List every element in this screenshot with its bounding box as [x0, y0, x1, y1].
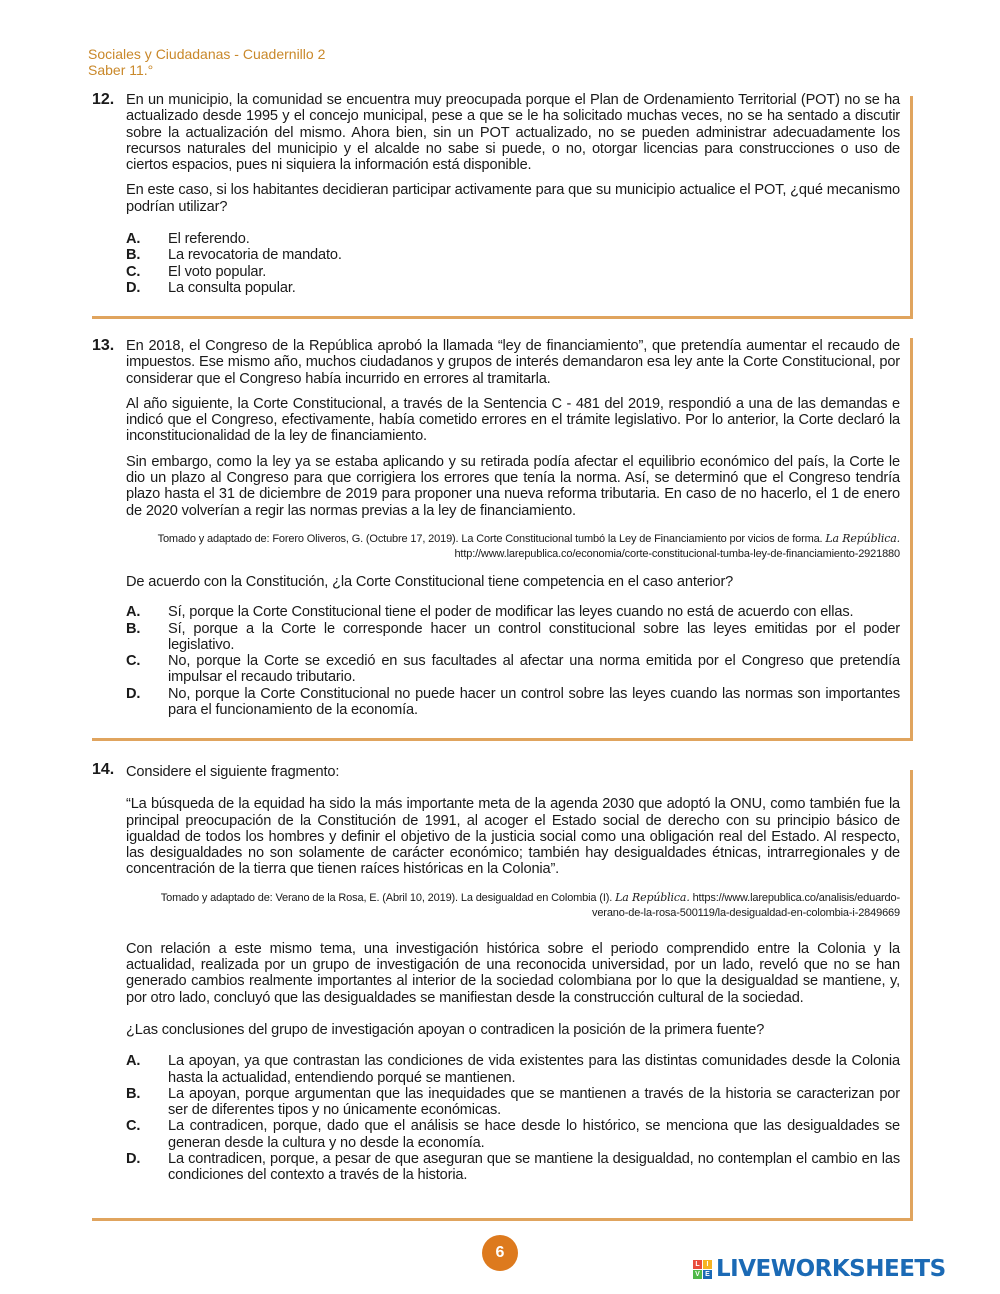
question-prompt: ¿Las conclusiones del grupo de investigación apoyan o contradicen la posición de la primera fuente? [126, 1021, 765, 1038]
logo-tile: L [693, 1260, 702, 1269]
option-text: No, porque la Corte se excedió en sus facultades al afectar una norma emitida por el Congreso que pretendía impulsar el recaudo tributario. [168, 653, 900, 686]
options-list [126, 604, 900, 718]
option-d[interactable] [126, 686, 900, 719]
option-letter: C. [126, 1118, 141, 1135]
option-text: La revocatoria de mandato. [168, 247, 342, 264]
option-text: La consulta popular. [168, 279, 296, 296]
logo-mark-icon [693, 1260, 712, 1279]
logo-tile: V [693, 1270, 702, 1279]
option-letter: C. [126, 653, 141, 670]
option-text: Sí, porque a la Corte le corresponde hacer un control constitucional sobre las leyes emitidas por el poder legislativo. [168, 620, 900, 653]
source-url[interactable]: https://www.larepublica.co/analisis/eduardo-verano-de-la-rosa-500119/la-desigualdad-en-colombia-i-2849669 [591, 891, 900, 919]
paragraph: En un municipio, la comunidad se encuentra muy preocupada porque el Plan de Ordenamiento Territorial (POT) no se ha actualizado desde 1995 y el concejo municipal, pese a que se le ha solicitado muchas veces, no se ha sentado a discutir sobre la actualización del mismo. Ahora bien, sin un POT actualizado, no se pueden administrar adecuadamente los recursos naturales del municipio y el alcalde no sabe si puede, o no, otorgar licencias para construcciones o uso de ciertos espacios, pues ni siquiera la información está disponible. [126, 92, 900, 174]
question-number: 12. [92, 91, 115, 108]
option-text: La apoyan, ya que contrastan las condiciones de vida existentes para las distintas comunidades desde la Colonia hasta la actualidad, entendiendo porqué se mantienen. [168, 1053, 900, 1086]
source-citation [126, 531, 900, 562]
option-text: No, porque la Corte Constitucional no puede hacer un control sobre las leyes cuando las normas son importantes para el funcionamiento de la economía. [168, 685, 900, 719]
option-c[interactable] [126, 1118, 900, 1151]
option-letter: D. [126, 279, 141, 296]
question-13 [92, 338, 910, 742]
option-c[interactable] [126, 653, 900, 686]
question-prompt: En este caso, si los habitantes decidieran participar activamente para que su municipio actualice el POT, ¿qué mecanismo podrían utilizar? [126, 182, 900, 215]
option-letter: A. [126, 1053, 141, 1070]
question-number: 13. [92, 337, 115, 354]
option-letter: B. [126, 247, 141, 264]
paragraph: Sin embargo, como la ley ya se estaba aplicando y su retirada podía afectar el equilibrio económico del país, la Corte le dio un plazo al Congreso para que corrigiera los errores que tenía la norma. Así, se determinó que el Congreso tendría plazo hasta el 31 de diciembre de 2019 para proponer una nueva reforma tributaria. En caso de no hacerlo, el 1 de enero de 2020 volverían a regir las normas previas a la ley de financiamiento. [126, 453, 900, 519]
source-citation [126, 890, 900, 921]
option-a[interactable] [126, 1053, 900, 1086]
question-13-body [126, 338, 900, 718]
options-list [126, 1053, 900, 1183]
question-prompt: De acuerdo con la Constitución, ¿la Corte Constitucional tiene competencia en el caso anterior? [126, 573, 734, 590]
option-c[interactable] [126, 264, 900, 280]
logo-tile: I [703, 1260, 712, 1269]
question-14 [92, 762, 910, 1222]
question-number: 14. [92, 761, 115, 778]
source-text: Tomado y adaptado de: Forero Oliveros, G. (Octubre 17, 2019). La Corte Constitucional tumbó la Ley de Financiamiento por vicios de forma. [157, 532, 823, 545]
option-text: El voto popular. [168, 263, 267, 280]
option-b[interactable] [126, 621, 900, 654]
paragraph: Al año siguiente, la Corte Constitucional, a través de la Sentencia C - 481 del 2019, respondió a una de las demandas e indicó que el Congreso, efectivamente, había cometido errores en el trámite legislativo. Por lo anterior, la Corte declaró la inconstitucionalidad de la ley de financiamiento. [126, 395, 900, 445]
option-b[interactable] [126, 247, 900, 263]
page-number: 6 [482, 1235, 518, 1271]
option-b[interactable] [126, 1086, 900, 1119]
option-d[interactable] [126, 280, 900, 296]
option-letter: B. [126, 1085, 141, 1102]
paragraph: Con relación a este mismo tema, una investigación histórica sobre el periodo comprendido entre la Colonia y la actualidad, realizada por un grupo de investigación de una reconocida universidad, por un lado, reveló que no se han generado cambios realmente importantes al interior de la sociedad colombiana por lo que la desigualdad se mantiene, y, por otro lado, concluyó que las desigualdades se manifiestan desde la construcción cultural de la sociedad. [126, 940, 900, 1006]
option-d[interactable] [126, 1151, 900, 1184]
question-12 [92, 92, 910, 318]
option-letter: A. [126, 231, 141, 248]
options-list [126, 231, 900, 296]
liveworksheets-logo[interactable] [693, 1256, 946, 1282]
option-a[interactable] [126, 604, 900, 620]
option-letter: D. [126, 1151, 141, 1168]
option-text: La contradicen, porque, dado que el análisis se hace desde lo histórico, se menciona que las desigualdades se generan desde la cultura y no desde la economía. [168, 1118, 900, 1151]
logo-tile: E [703, 1270, 712, 1279]
header-title: Sociales y Ciudadanas - Cuadernillo 2 [88, 46, 326, 62]
option-letter: D. [126, 685, 141, 702]
option-text: La apoyan, porque argumentan que las inequidades que se mantienen a través de la historia se caracterizan por ser de diferentes tipos y no únicamente económicas. [168, 1085, 900, 1119]
option-text: El referendo. [168, 231, 250, 248]
logo-text: LIVEWORKSHEETS [716, 1256, 946, 1282]
page-header [88, 46, 325, 78]
option-letter: C. [126, 263, 141, 280]
option-text: Sí, porque la Corte Constitucional tiene el poder de modificar las leyes cuando no está de acuerdo con ellas. [168, 604, 854, 621]
quoted-fragment: “La búsqueda de la equidad ha sido la más importante meta de la agenda 2030 que adoptó la ONU, como también fue la principal preocupación de la Constitución de 1991, al acoger el Estado social de derecho con su principio básico de igualdad de todos los hombres y definir el objetivo de la justicia social como una obligación real del Estado. Al respecto, las desigualdades no son solamente de carácter económico; también hay desigualdades étnicas, intrarregionales y de concentración de la tierra que tienen raíces históricas en la Colonia”. [126, 796, 900, 878]
source-publication: La República. [615, 890, 690, 904]
option-letter: A. [126, 604, 141, 621]
paragraph: En 2018, el Congreso de la República aprobó la llamada “ley de financiamiento”, que pretendía aumentar el recaudo de impuestos. Ese mismo año, muchos ciudadanos y grupos de interés demandaron esa ley ante la Corte Constitucional, por considerar que el Congreso había incurrido en errores al tramitarla. [126, 338, 900, 387]
header-subtitle: Saber 11.° [88, 62, 154, 78]
option-text: La contradicen, porque, a pesar de que aseguran que se mantiene la desigualdad, no contemplan el cambio en las condiciones del contexto a través de la historia. [168, 1151, 900, 1184]
source-publication: La República. [825, 531, 900, 545]
source-url[interactable]: http://www.larepublica.co/economia/corte-constitucional-tumba-ley-de-financiamiento-2921880 [454, 547, 900, 560]
source-text: Tomado y adaptado de: Verano de la Rosa, E. (Abril 10, 2019). La desigualdad en Colombia (I). [160, 891, 613, 904]
question-14-body [126, 764, 900, 1184]
question-intro: Considere el siguiente fragmento: [126, 764, 340, 780]
question-12-body [126, 92, 900, 296]
option-letter: B. [126, 620, 141, 637]
option-a[interactable] [126, 231, 900, 247]
